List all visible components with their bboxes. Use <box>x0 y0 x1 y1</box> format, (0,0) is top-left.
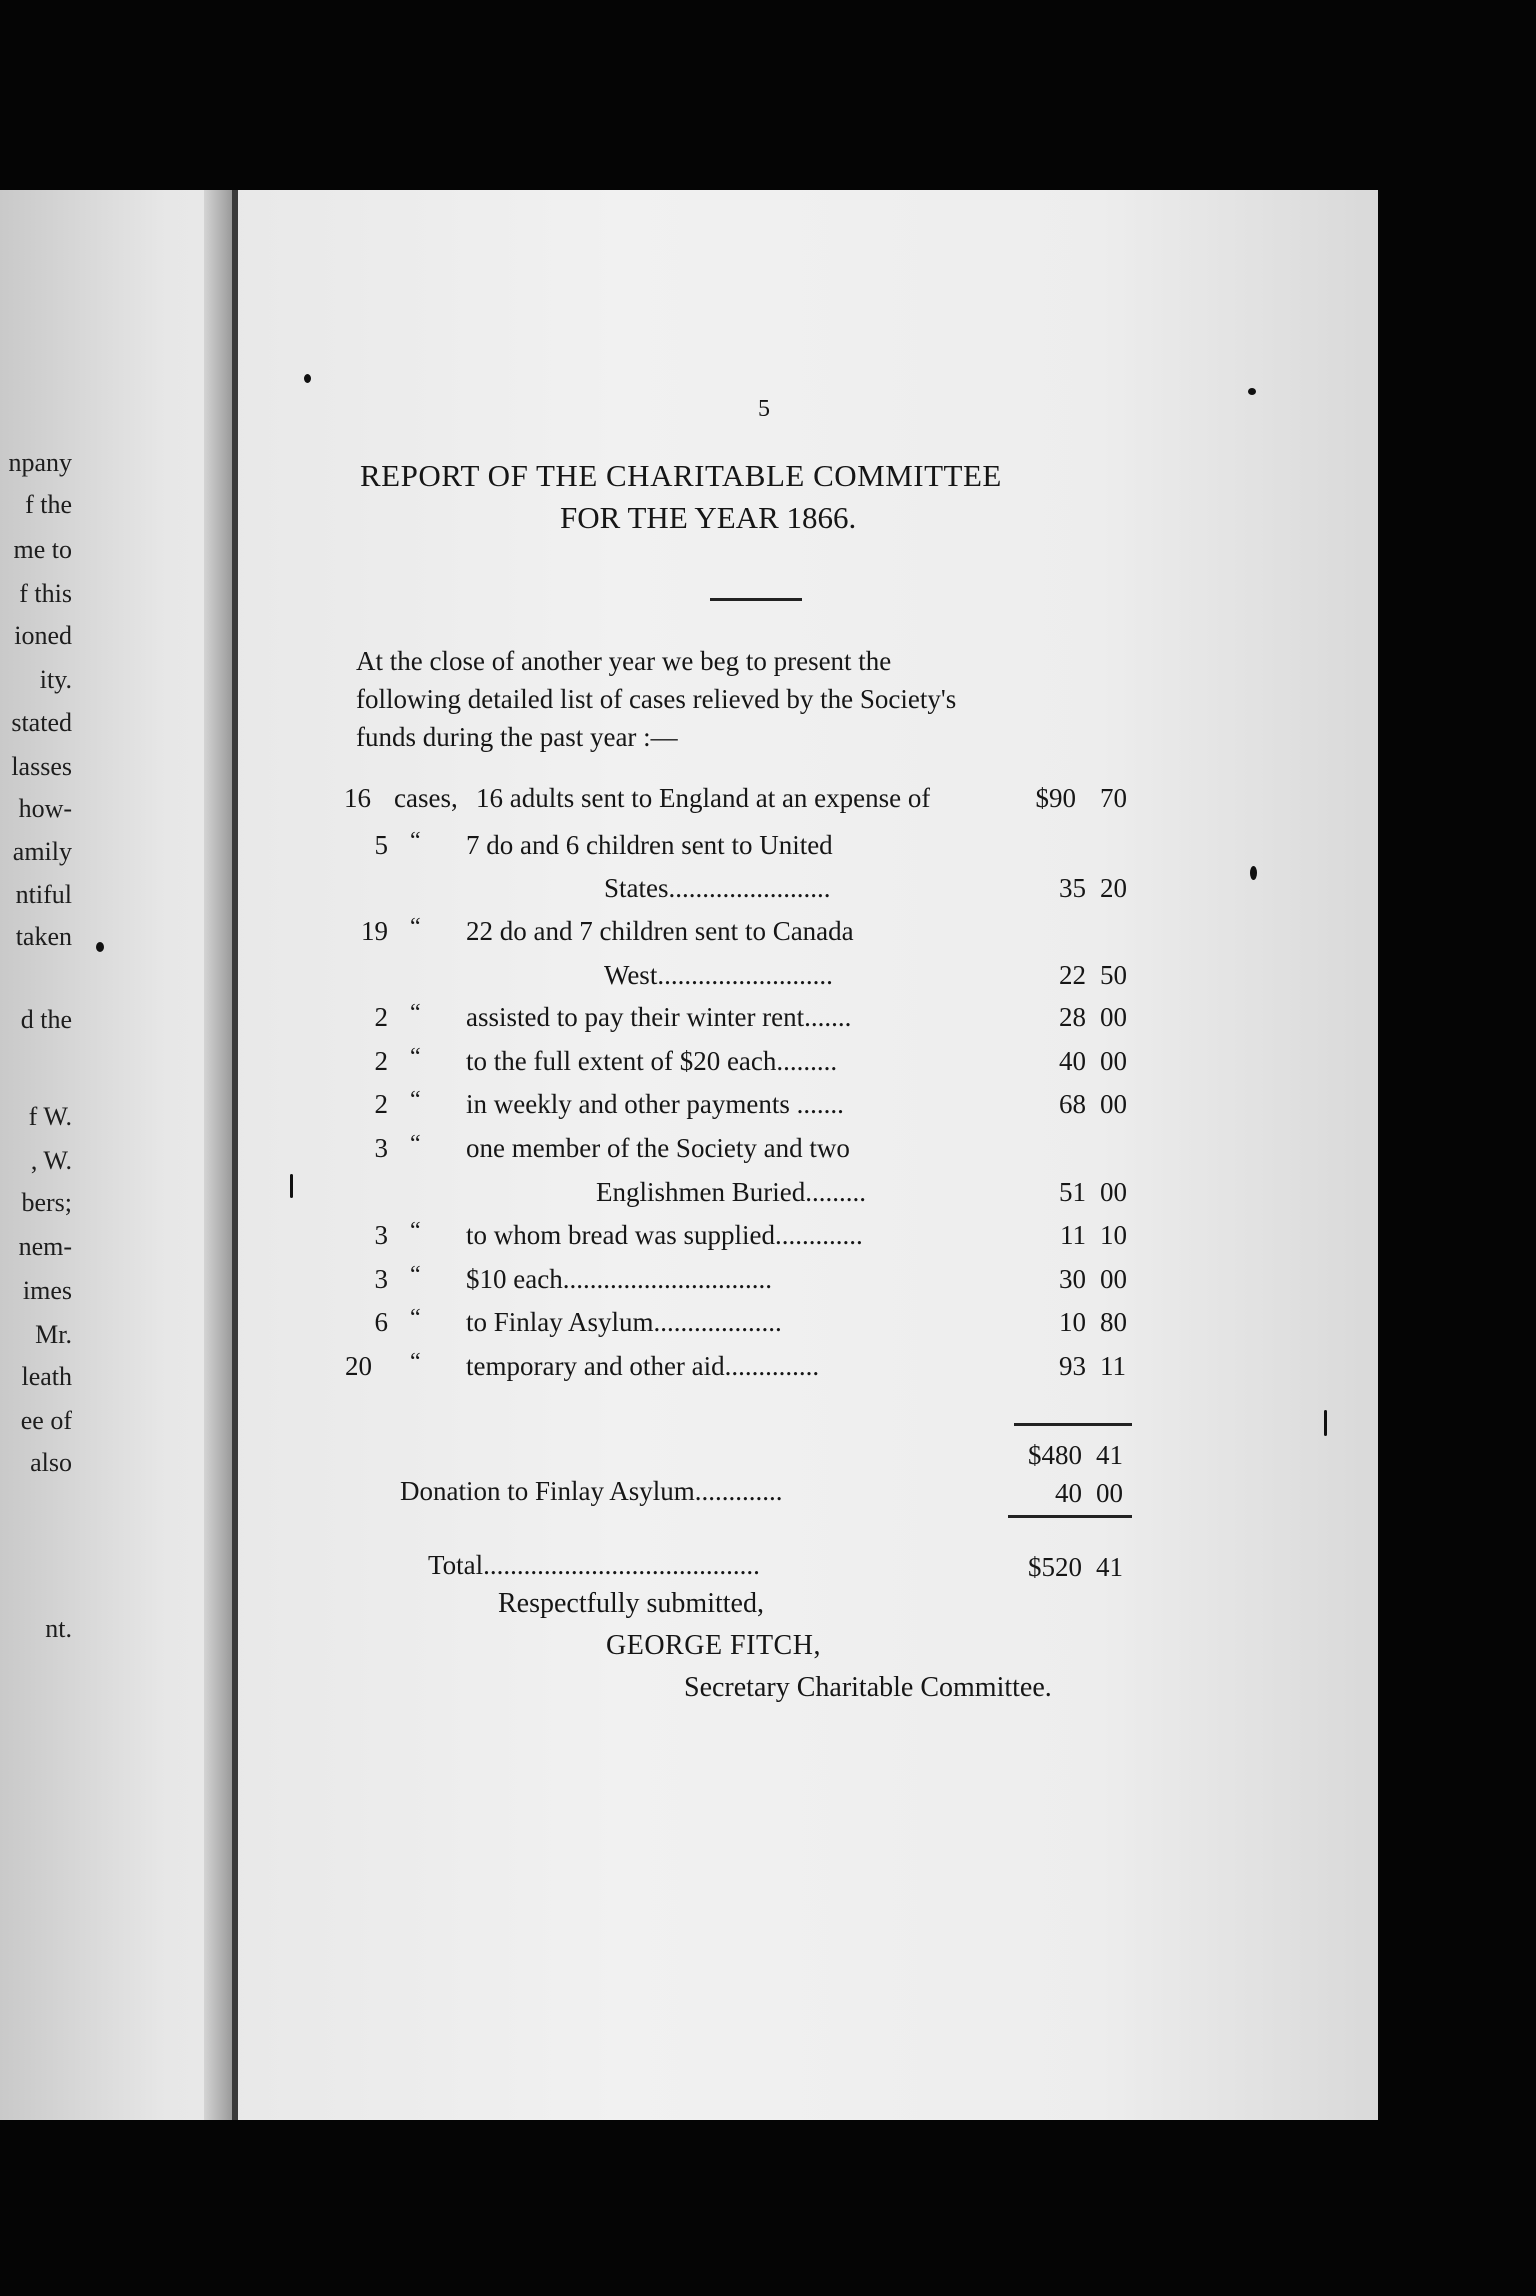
case-amount-dollars: 68 <box>1059 1089 1086 1119</box>
facing-page-text: nt. <box>45 1614 72 1643</box>
subtotal-dollars: $480 <box>1028 1440 1082 1470</box>
ink-speck <box>304 374 311 383</box>
case-description-continuation: Englishmen Buried......... <box>596 1177 866 1207</box>
facing-page-text: Mr. <box>35 1320 72 1349</box>
facing-page-text: f W. <box>28 1102 72 1131</box>
case-amount-cents: 20 <box>1100 873 1127 903</box>
case-count: 19 <box>361 916 388 946</box>
ditto-mark: “ <box>410 828 421 854</box>
case-amount-dollars: 22 <box>1059 960 1086 990</box>
facing-page-text: amily <box>12 837 72 866</box>
subtotal-cents: 41 <box>1096 1440 1123 1470</box>
total-dollars: $520 <box>1028 1552 1082 1582</box>
facing-page-text: stated <box>11 708 72 737</box>
case-count: 6 <box>374 1307 388 1337</box>
document-page <box>0 190 1378 2120</box>
ditto-mark: “ <box>410 1349 421 1375</box>
ditto-mark: “ <box>410 1262 421 1288</box>
case-count: 16 <box>344 783 371 813</box>
case-description: $10 each............................... <box>466 1264 772 1294</box>
case-count: 20 <box>345 1351 372 1381</box>
ink-speck <box>96 942 104 952</box>
facing-page-text: ioned <box>14 621 72 650</box>
ditto-mark: “ <box>410 914 421 940</box>
facing-page-text: d the <box>20 1005 72 1034</box>
case-count: 3 <box>374 1264 388 1294</box>
case-amount-dollars: 51 <box>1059 1177 1086 1207</box>
facing-page-text: npany <box>8 448 72 477</box>
donation-dollars: 40 <box>1055 1478 1082 1508</box>
ditto-mark: “ <box>410 1305 421 1331</box>
facing-page-text: ee of <box>20 1406 72 1435</box>
case-description: 7 do and 6 children sent to United <box>466 830 833 860</box>
case-amount-dollars: 40 <box>1059 1046 1086 1076</box>
case-amount-cents: 00 <box>1100 1089 1127 1119</box>
ditto-mark: “ <box>410 1218 421 1244</box>
total-rule <box>1008 1515 1132 1518</box>
title-divider <box>710 598 802 601</box>
ink-speck <box>1250 866 1257 880</box>
case-description: in weekly and other payments ....... <box>466 1089 844 1119</box>
case-amount-cents: 50 <box>1100 960 1127 990</box>
case-count: 2 <box>374 1046 388 1076</box>
facing-page-text: f this <box>19 579 72 608</box>
facing-page-text: taken <box>15 922 72 951</box>
intro-line: following detailed list of cases relieved by the Society's <box>356 684 957 714</box>
case-amount-dollars: 93 <box>1059 1351 1086 1381</box>
case-amount-dollars: 35 <box>1059 873 1086 903</box>
case-amount-cents: 00 <box>1100 1177 1127 1207</box>
case-amount-cents: 00 <box>1100 1002 1127 1032</box>
signatory-name: GEORGE FITCH, <box>606 1630 821 1661</box>
case-description: 16 adults sent to England at an expense of <box>476 783 931 813</box>
facing-page-text: also <box>30 1448 72 1477</box>
facing-page-text: how- <box>18 794 72 823</box>
facing-page-text: ntiful <box>15 880 72 909</box>
facing-page-text: ity. <box>39 665 72 694</box>
right-page <box>0 190 1378 2120</box>
facing-page-text: nem- <box>18 1232 72 1261</box>
report-title-line-1: REPORT OF THE CHARITABLE COMMITTEE <box>360 458 1002 493</box>
case-count: 3 <box>374 1133 388 1163</box>
report-title-line-2: FOR THE YEAR 1866. <box>560 500 857 535</box>
case-description-continuation: States........................ <box>604 873 831 903</box>
case-count: 3 <box>374 1220 388 1250</box>
facing-page-text: lasses <box>11 752 72 781</box>
donation-label: Donation to Finlay Asylum............. <box>400 1476 783 1506</box>
case-amount-cents: 70 <box>1100 783 1127 813</box>
page-number: 5 <box>758 396 770 422</box>
case-description: temporary and other aid.............. <box>466 1351 820 1381</box>
signatory-title: Secretary Charitable Committee. <box>684 1672 1052 1703</box>
ditto-mark: “ <box>410 1131 421 1157</box>
ink-speck <box>1324 1410 1327 1436</box>
case-description: to whom bread was supplied............. <box>466 1220 863 1250</box>
closing-text: Respectfully submitted, <box>498 1588 764 1619</box>
facing-page-text: leath <box>21 1362 72 1391</box>
case-amount-dollars: 30 <box>1059 1264 1086 1294</box>
ditto-mark: “ <box>410 1044 421 1070</box>
case-amount-cents: 11 <box>1100 1351 1126 1381</box>
case-description: to Finlay Asylum................... <box>466 1307 782 1337</box>
case-amount-dollars: 10 <box>1059 1307 1086 1337</box>
intro-paragraph <box>356 642 1156 756</box>
intro-line: funds during the past year :— <box>356 722 678 752</box>
total-label: Total......................................... <box>428 1550 760 1580</box>
subtotal-rule <box>1014 1423 1132 1426</box>
case-count: 2 <box>374 1002 388 1032</box>
ditto-mark: “ <box>410 1087 421 1113</box>
case-amount-dollars: 11 <box>1060 1220 1086 1250</box>
case-description: assisted to pay their winter rent....... <box>466 1002 852 1032</box>
ditto-mark: “ <box>410 1000 421 1026</box>
case-amount-cents: 00 <box>1100 1264 1127 1294</box>
case-amount-cents: 10 <box>1100 1220 1127 1250</box>
ink-speck <box>290 1174 293 1198</box>
facing-page-text: bers; <box>21 1188 72 1217</box>
case-amount-cents: 80 <box>1100 1307 1127 1337</box>
case-amount-dollars: $90 <box>1035 783 1076 813</box>
case-description: one member of the Society and two <box>466 1133 850 1163</box>
total-cents: 41 <box>1096 1552 1123 1582</box>
case-prefix: cases, <box>394 783 458 813</box>
donation-cents: 00 <box>1096 1478 1123 1508</box>
facing-page-text: me to <box>13 535 72 564</box>
intro-line: At the close of another year we beg to present the <box>356 646 892 676</box>
case-count: 5 <box>374 830 388 860</box>
case-description: to the full extent of $20 each......... <box>466 1046 838 1076</box>
case-amount-cents: 00 <box>1100 1046 1127 1076</box>
case-count: 2 <box>374 1089 388 1119</box>
facing-page-text: f the <box>25 490 72 519</box>
case-description-continuation: West.......................... <box>604 960 833 990</box>
ink-speck <box>1248 388 1256 395</box>
facing-page-text: imes <box>22 1276 72 1305</box>
facing-page-text: , W. <box>30 1146 72 1175</box>
case-description: 22 do and 7 children sent to Canada <box>466 916 854 946</box>
case-amount-dollars: 28 <box>1059 1002 1086 1032</box>
